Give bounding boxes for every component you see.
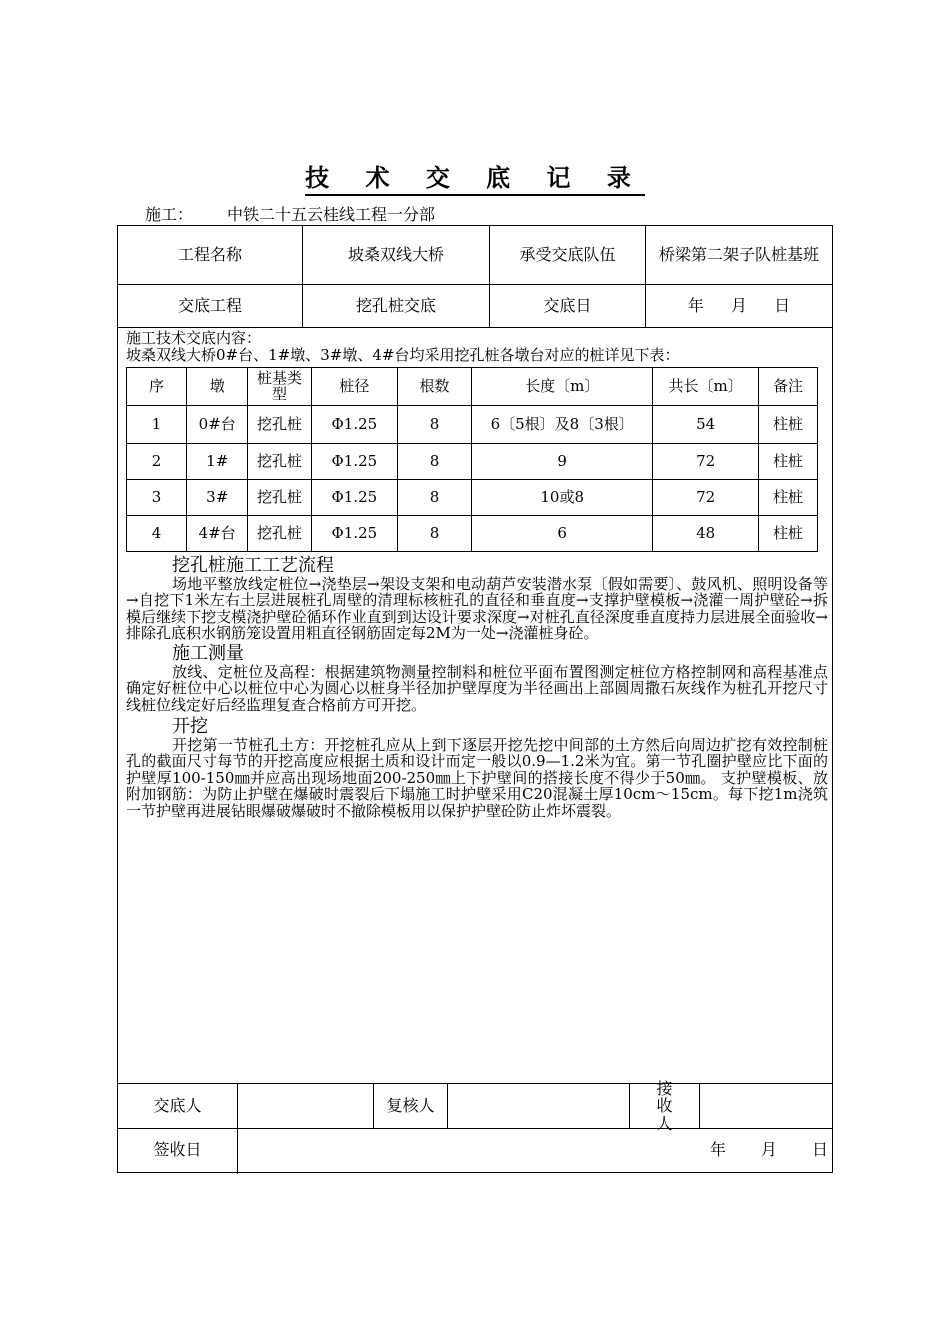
team-label: 承受交底队伍 (519, 244, 616, 264)
table-cell: 柱桩 (758, 406, 817, 444)
table-cell: Φ1.25 (311, 516, 398, 552)
col-header: 桩基类型 (248, 368, 311, 406)
reviewer-label: 复核人 (386, 1095, 435, 1115)
col-header: 序 (127, 368, 187, 406)
sign-date-label: 签收日 (153, 1140, 202, 1160)
document-title: 技 术 交 底 记 录 (0, 158, 950, 193)
table-cell: Φ1.25 (311, 406, 398, 444)
col-header: 长度〔m〕 (471, 368, 652, 406)
section-heading: 施工测量 (172, 642, 244, 664)
content-body (126, 556, 828, 819)
table-cell: 6 (471, 516, 652, 552)
reviewer-field[interactable] (448, 1084, 629, 1128)
table-cell: 3 (127, 480, 187, 516)
work-label: 交底工程 (177, 295, 242, 315)
table-cell: 6〔5根〕及8〔3根〕 (471, 406, 652, 444)
work-value: 挖孔桩交底 (355, 295, 436, 315)
table-cell: 48 (653, 516, 758, 552)
table-cell: 挖孔桩 (248, 444, 311, 480)
table-cell: 72 (653, 444, 758, 480)
table-cell: 柱桩 (758, 516, 817, 552)
table-cell: 挖孔桩 (248, 480, 311, 516)
date-value: 年 月 日 (687, 295, 791, 315)
col-header: 桩径 (311, 368, 398, 406)
table-cell: 4 (127, 516, 187, 552)
table-cell: Φ1.25 (311, 444, 398, 480)
table-cell: 1# (187, 444, 248, 480)
date-label: 交底日 (543, 295, 592, 315)
col-header: 墩 (187, 368, 248, 406)
table-row (127, 516, 818, 552)
section-text: 开挖第一节桩孔土方：开挖桩孔应从上到下逐层开挖先挖中间部的土方然后向周边扩挖有效控制桩孔的截面尺寸每节的开挖高度应根据土质和设计而定一般以0.9—1.2米为宜。第一节孔圈护壁应比下面的护壁厚100-150㎜并应高出现场地面200-250㎜上下护壁间的搭接长度不得少于50㎜。 支护壁模板、放附加钢筋：为防止护壁在爆破时震裂后下塌施工时护壁采用C20混凝土厚10cm～15cm。每下挖1m浇筑一节护壁再进展钻眼爆破爆破时不撤除模板用以保护护壁砼防止炸坏震裂。 (126, 735, 828, 820)
receiver-field[interactable] (700, 1084, 832, 1128)
content-intro (126, 330, 828, 365)
intro-label: 施工技术交底内容： (126, 329, 262, 347)
table-cell: 3# (187, 480, 248, 516)
table-cell: 8 (398, 480, 472, 516)
table-cell: 柱桩 (758, 444, 817, 480)
table-cell: 8 (398, 406, 472, 444)
handover-person-field[interactable] (238, 1084, 373, 1128)
table-cell: 8 (398, 516, 472, 552)
table-cell: 9 (471, 444, 652, 480)
table-cell: 8 (398, 444, 472, 480)
section-text: 场地平整放线定桩位→浇垫层→架设支架和电动葫芦安装潜水泵〔假如需要〕、鼓风机、照明设备等→自挖下1米左右土层进展桩孔周壁的清理标核桩孔的直径和垂直度→支撑护壁模板→浇灌一周护壁砼→拆模后继续下挖支模浇护壁砼循环作业直到到达设计要求深度→对桩孔直径深度垂直度持力层进展全面验收→排除孔底积水钢筋笼设置用粗直径钢筋固定每2M为一处→浇灌桩身砼。 (126, 574, 828, 643)
table-cell: 0#台 (187, 406, 248, 444)
table-cell: 72 (653, 480, 758, 516)
record-form (117, 225, 833, 1173)
pile-table (126, 367, 818, 552)
col-header: 共长〔m〕 (653, 368, 758, 406)
table-cell: 柱桩 (758, 480, 817, 516)
col-header: 根数 (398, 368, 472, 406)
table-cell: 10或8 (471, 480, 652, 516)
table-cell: 挖孔桩 (248, 406, 311, 444)
col-header: 备注 (758, 368, 817, 406)
table-row (127, 480, 818, 516)
handover-person-label: 交底人 (153, 1095, 202, 1115)
intro-text: 坡桑双线大桥0#台、1#墩、3#墩、4#台均采用挖孔桩各墩台对应的桩详见下表： (126, 346, 680, 365)
receiver-label: 接收人 (656, 1078, 673, 1133)
construction-value: 中铁二十五云桂线工程一分部 (227, 205, 436, 224)
sign-date-value: 年 月 日 (709, 1140, 828, 1160)
table-row (127, 406, 818, 444)
table-cell: 2 (127, 444, 187, 480)
table-cell: 4#台 (187, 516, 248, 552)
project-name-label: 工程名称 (177, 244, 242, 264)
section-heading: 开挖 (172, 716, 208, 738)
construction-unit (145, 202, 435, 225)
team-value: 桥梁第二架子队桩基班 (658, 244, 819, 264)
project-name-value: 坡桑双线大桥 (347, 244, 444, 264)
section-heading: 挖孔桩施工工艺流程 (172, 555, 334, 576)
section-text: 放线、定桩位及高程：根据建筑物测量控制料和桩位平面布置图测定桩位方格控制网和高程基准点确定好桩位中心以桩位中心为圆心以桩身半径加护壁厚度为半径画出上部圆周撒石灰线作为桩孔开挖尺寸线桩位线定好后经监理复查合格前方可开挖。 (126, 662, 828, 714)
pile-table-header (127, 368, 818, 406)
table-row (127, 444, 818, 480)
table-cell: 挖孔桩 (248, 516, 311, 552)
construction-label: 施工： (145, 205, 194, 224)
table-cell: 1 (127, 406, 187, 444)
table-cell: Φ1.25 (311, 480, 398, 516)
table-cell: 54 (653, 406, 758, 444)
